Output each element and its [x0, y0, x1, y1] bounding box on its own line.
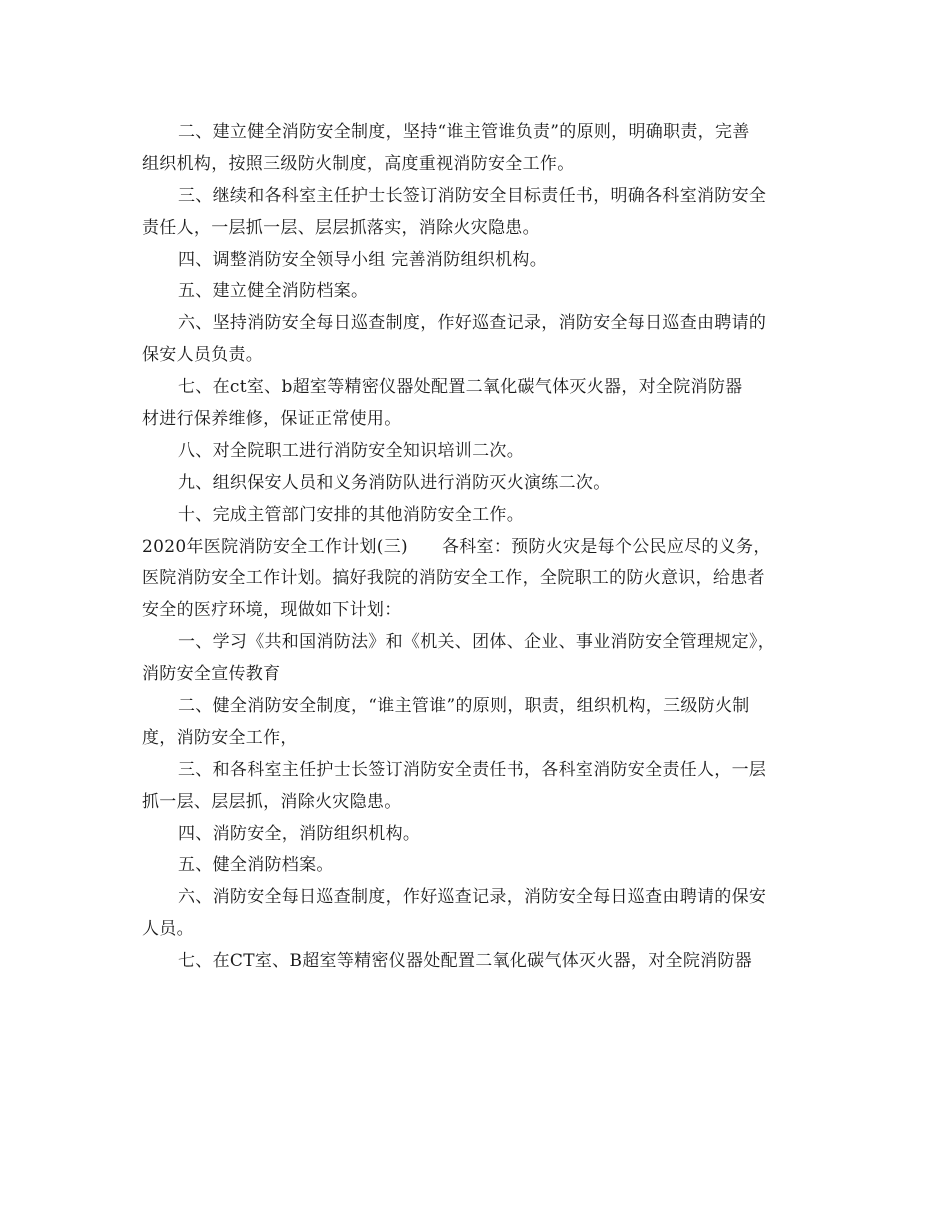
document-body [142, 117, 842, 978]
paragraph-line: 责任人，一层抓一层、层层抓落实，消除火灾隐患。 [142, 217, 540, 238]
paragraph-line: 材进行保养维修，保证正常使用。 [142, 409, 402, 430]
paragraph-line: 人员。 [142, 919, 194, 940]
paragraph-line: 保安人员负责。 [142, 345, 264, 366]
paragraph-line: 七、在CT室、B超室等精密仪器处配置二氧化碳气体灭火器，对全院消防器 [178, 951, 753, 972]
paragraph-text: 各科室：预防火灾是每个公民应尽的义务， [441, 536, 771, 557]
paragraph-line: 一、学习《共和国消防法》和《机关、团体、企业、事业消防安全管理规定》， [178, 632, 775, 653]
paragraph-line: 消防安全宣传教育 [142, 664, 281, 685]
paragraph-line: 九、组织保安人员和义务消防队进行消防灭火演练二次。 [178, 472, 611, 493]
paragraph-line: 二、健全消防安全制度，“谁主管谁”的原则，职责，组织机构，三级防火制 [178, 696, 750, 717]
paragraph-line: 抓一层、层层抓，消除火灾隐患。 [142, 791, 402, 812]
paragraph-line: 三、和各科室主任护士长签订消防安全责任书，各科室消防安全责任人，一层 [178, 759, 767, 780]
paragraph-line: 组织机构，按照三级防火制度，高度重视消防安全工作。 [142, 153, 575, 174]
paragraph-line: 三、继续和各科室主任护士长签订消防安全目标责任书，明确各科室消防安全 [178, 185, 767, 206]
paragraph-line: 四、调整消防安全领导小组 完善消防组织机构。 [178, 249, 548, 270]
paragraph-line: 安全的医疗环境，现做如下计划： [142, 600, 402, 621]
paragraph-line: 七、在ct室、b超室等精密仪器处配置二氧化碳气体灭火器，对全院消防器 [178, 377, 743, 398]
paragraph-line: 度，消防安全工作， [142, 727, 298, 748]
paragraph-line: 五、建立健全消防档案。 [178, 281, 369, 302]
paragraph-line: 六、消防安全每日巡查制度，作好巡查记录，消防安全每日巡查由聘请的保安 [178, 887, 767, 908]
paragraph-line: 四、消防安全，消防组织机构。 [178, 823, 421, 844]
paragraph-line: 六、坚持消防安全每日巡查制度，作好巡查记录，消防安全每日巡查由聘请的 [178, 313, 767, 334]
paragraph-line: 八、对全院职工进行消防安全知识培训二次。 [178, 440, 524, 461]
paragraph-line: 医院消防安全工作计划。搞好我院的消防安全工作，全院职工的防火意识，给患者 [142, 568, 765, 589]
paragraph-line: 五、健全消防档案。 [178, 855, 334, 876]
paragraph-line: 二、建立健全消防安全制度，坚持“谁主管谁负责”的原则，明确职责，完善 [178, 122, 750, 142]
paragraph-line: 十、完成主管部门安排的其他消防安全工作。 [178, 504, 524, 525]
section-title: 2020年医院消防安全工作计划(三) [142, 536, 408, 557]
section-title-line [142, 532, 842, 564]
